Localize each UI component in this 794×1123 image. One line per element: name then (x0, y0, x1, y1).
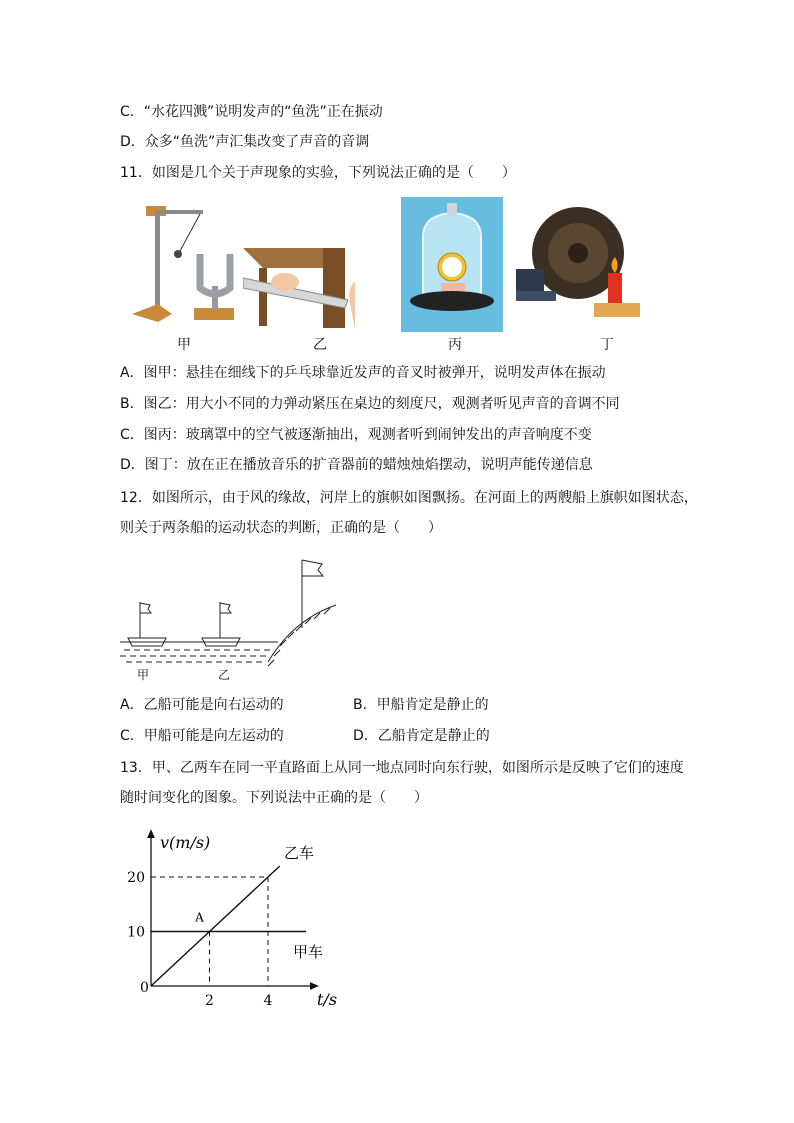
q12-option-c: C．甲船可能是向左运动的 (120, 728, 284, 744)
tuning-fork-figure (128, 196, 238, 328)
q12-stem-line1: 12．如图所示，由于风的缘故，河岸上的旗帜如图飘扬。在河面上的两艘船上旗帜如图状态， (120, 490, 698, 506)
caption-jia: 甲 (177, 337, 191, 353)
x-tick-2: 2 (205, 993, 214, 1009)
caption-yi: 乙 (313, 337, 327, 353)
y-tick-10: 10 (127, 924, 145, 941)
caption-bing: 丙 (448, 337, 462, 353)
q12-stem-line2: 则关于两条船的运动状态的判断，正确的是（ ） (120, 520, 442, 536)
series-line-1 (151, 866, 280, 986)
q12-option-d: D．乙船肯定是静止的 (353, 728, 490, 744)
q11-option-d: D．图丁：放在正在播放音乐的扩音器前的蜡烛烛焰摆动，说明声能传递信息 (120, 457, 593, 473)
x-axis-label: t/s (317, 990, 338, 1009)
x-tick-4: 4 (263, 993, 273, 1009)
q10-option-d: D．众多“鱼洗”声汇集改变了声音的音调 (120, 134, 370, 150)
series-label-1: 乙车 (284, 844, 315, 862)
bell-jar-figure (401, 197, 503, 332)
ruler-table-figure (243, 238, 355, 330)
boats-river-figure (118, 550, 348, 685)
q11-option-c: C．图丙：玻璃罩中的空气被逐渐抽出，观测者听到闹钟发出的声音响度不变 (120, 427, 592, 443)
q12-option-a: A．乙船可能是向右运动的 (120, 697, 284, 713)
series-label-0: 甲车 (293, 943, 324, 961)
q11-option-b: B．图乙：用大小不同的力弹动紧压在桌边的刻度尺，观测者听见声音的音调不同 (120, 396, 620, 412)
q11-stem: 11．如图是几个关于声现象的实验，下列说法正确的是（ ） (120, 165, 516, 181)
boat-label-jia: 甲 (137, 668, 150, 682)
q11-option-a: A．图甲：悬挂在细线下的乒乓球靠近发声的音叉时被弹开，说明发声体在振动 (120, 365, 606, 381)
origin-tick: 0 (140, 980, 149, 996)
caption-ding: 丁 (600, 337, 614, 353)
boat-label-yi: 乙 (218, 668, 231, 682)
q13-stem-line2: 随时间变化的图象。下列说法中正确的是（ ） (120, 790, 428, 806)
speaker-candle-figure (516, 205, 644, 320)
y-tick-20: 20 (127, 870, 145, 886)
q13-stem-line1: 13．甲、乙两车在同一平直路面上从同一地点同时向东行驶，如图所示是反映了它们的速度 (120, 760, 684, 776)
point-label-a: A (195, 910, 204, 925)
q12-option-b: B．甲船肯定是静止的 (353, 697, 489, 713)
velocity-time-chart (120, 825, 360, 1015)
y-axis-label: v(m/s) (160, 833, 211, 852)
q10-option-c: C．“水花四溅”说明发声的“鱼洗”正在振动 (120, 104, 383, 120)
